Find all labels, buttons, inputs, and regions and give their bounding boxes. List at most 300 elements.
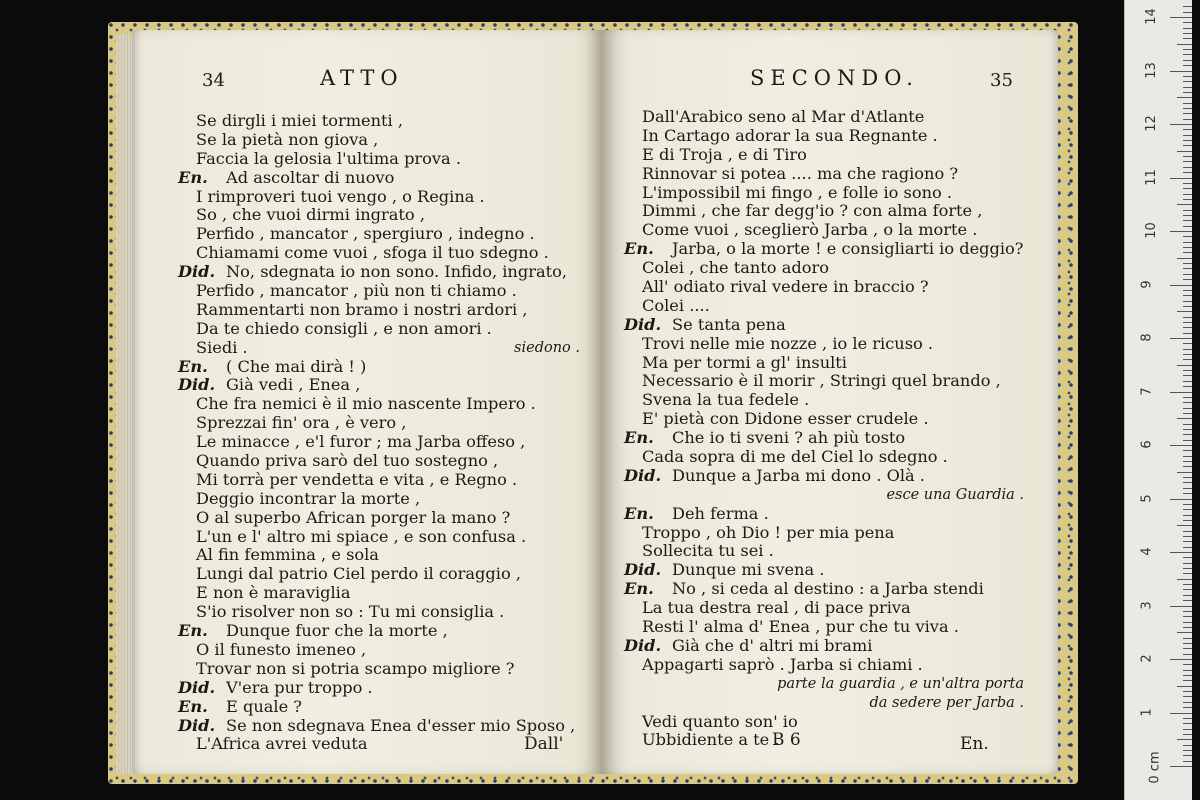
text-line	[188, 471, 580, 490]
ruler-tick	[1183, 167, 1192, 168]
ruler-tick	[1183, 707, 1192, 708]
text-line	[178, 621, 580, 641]
speaker-label: Did.	[624, 560, 662, 580]
verse-text: Se tanta pena	[672, 314, 786, 334]
verse-text: Se la pietà non giova ,	[196, 129, 379, 149]
text-line	[188, 131, 580, 150]
verse-text: Siedi .	[196, 337, 248, 357]
speaker-label: Did.	[178, 262, 216, 282]
ruler-tick	[1183, 675, 1192, 676]
ruler-tick	[1183, 210, 1192, 211]
ruler-tick	[1183, 65, 1192, 66]
verse-text: E quale ?	[226, 696, 302, 716]
ruler-tick	[1183, 531, 1192, 532]
text-line	[626, 505, 1024, 524]
ruler-tick	[1183, 343, 1192, 344]
ruler-tick	[1183, 188, 1192, 189]
text-line	[188, 414, 580, 433]
verse-text: La tua destra real , di pace priva	[642, 598, 911, 618]
ruler-tick	[1183, 226, 1192, 227]
verse-text: Ad ascoltar di nuovo	[226, 167, 395, 187]
text-line	[188, 206, 580, 225]
ruler-tick	[1170, 17, 1192, 18]
ruler-number: 14	[1143, 8, 1159, 25]
ruler-number: 9	[1139, 279, 1155, 289]
ruler-tick	[1183, 247, 1192, 248]
signature-mark: B 6	[772, 730, 801, 750]
ruler-tick	[1183, 589, 1192, 590]
verse-text: Lungi dal patrio Ciel perdo il coraggio ,	[196, 564, 521, 584]
text-line	[188, 584, 580, 603]
ruler-tick	[1183, 129, 1192, 130]
text-line	[188, 735, 580, 754]
ruler-tick	[1183, 648, 1192, 649]
speaker-label: En.	[624, 579, 654, 599]
ruler-tick	[1183, 611, 1192, 612]
verse-text: Rinnovar si potea .... ma che ragiono ?	[642, 163, 959, 183]
ruler-tick	[1183, 755, 1192, 756]
ruler-tick	[1170, 71, 1192, 72]
ruler-tick	[1183, 493, 1192, 494]
ruler-tick	[1170, 445, 1192, 446]
text-line	[626, 184, 1024, 203]
ruler-tick	[1177, 579, 1192, 580]
ruler-tick	[1183, 488, 1192, 489]
ruler-tick	[1183, 220, 1192, 221]
text-line	[188, 320, 580, 339]
ruler-tick	[1183, 359, 1192, 360]
ruler-number: 7	[1139, 386, 1155, 396]
verse-text: V'era pur troppo .	[226, 677, 373, 697]
ruler-tick	[1183, 113, 1192, 114]
left-page	[132, 30, 602, 774]
ruler-tick	[1177, 44, 1192, 45]
text-line	[626, 278, 1024, 297]
text-line	[626, 165, 1024, 184]
text-line	[626, 146, 1024, 165]
text-line	[626, 297, 1024, 316]
text-line	[626, 542, 1024, 561]
ruler-tick	[1183, 49, 1192, 50]
ruler-tick	[1170, 178, 1192, 179]
ruler-tick	[1183, 119, 1192, 120]
ruler-tick	[1183, 28, 1192, 29]
verse-text: S'io risolver non so : Tu mi consiglia .	[196, 602, 505, 622]
verse-text: L'Africa avrei veduta	[196, 734, 368, 754]
ruler-tick	[1183, 461, 1192, 462]
verse-text: So , che vuoi dirmi ingrato ,	[196, 205, 425, 225]
ruler-tick	[1183, 638, 1192, 639]
ruler-number: 1	[1139, 707, 1155, 717]
ruler-tick	[1183, 616, 1192, 617]
ruler-tick	[1183, 81, 1192, 82]
verse-text: Dunque a Jarba mi dono . Olà .	[672, 465, 925, 485]
text-line	[626, 391, 1024, 410]
ruler-tick	[1183, 595, 1192, 596]
ruler-tick	[1183, 450, 1192, 451]
stage-direction: parte la guardia , e un'altra porta	[777, 675, 1024, 692]
verse-text: Svena la tua fedele .	[642, 390, 810, 410]
ruler-tick	[1183, 573, 1192, 574]
verse-text: Trovar non si potria scampo migliore ?	[196, 658, 515, 678]
verse-text: Colei ....	[642, 295, 710, 315]
text-line	[188, 528, 580, 547]
speaker-label: Did.	[178, 375, 216, 395]
ruler-tick	[1183, 729, 1192, 730]
stage-direction: esce una Guardia .	[886, 486, 1024, 503]
ruler-tick	[1183, 38, 1192, 39]
text-line	[626, 240, 1024, 259]
ruler-tick	[1183, 354, 1192, 355]
verse-text: E non è maraviglia	[196, 583, 351, 603]
verse-text: Le minacce , e'l furor ; ma Jarba offeso ,	[196, 432, 526, 452]
ruler-tick	[1177, 739, 1192, 740]
ruler-tick	[1183, 691, 1192, 692]
text-line	[626, 486, 1024, 505]
ruler-tick	[1177, 525, 1192, 526]
ruler-tick	[1183, 317, 1192, 318]
verse-text: L'un e l' altro mi spiace , e son confusa .	[196, 526, 527, 546]
ruler-tick	[1183, 268, 1192, 269]
ruler-tick	[1170, 713, 1192, 714]
text-line	[626, 410, 1024, 429]
verse-text: E di Troja , e di Tiro	[642, 144, 807, 164]
ruler-tick	[1183, 236, 1192, 237]
speaker-label: En.	[624, 239, 654, 259]
text-line	[626, 580, 1024, 599]
text-line	[178, 715, 580, 736]
ruler-tick	[1177, 365, 1192, 366]
ruler-tick	[1183, 547, 1192, 548]
ruler-number: 3	[1139, 600, 1155, 610]
ruler-tick	[1183, 627, 1192, 628]
ruler-number: 12	[1143, 115, 1159, 132]
ruler-tick	[1183, 386, 1192, 387]
text-line	[188, 490, 580, 509]
verse-text: Deggio incontrar la morte ,	[196, 488, 421, 508]
verse-text: Jarba, o la morte ! e consigliarti io deggio?	[672, 239, 1024, 259]
ruler-tick	[1183, 140, 1192, 141]
page-text	[626, 108, 1024, 750]
ruler-tick	[1183, 429, 1192, 430]
text-line	[626, 108, 1024, 127]
verse-text: L'impossibil mi fingo , e folle io sono .	[642, 182, 953, 202]
ruler-tick	[1183, 33, 1192, 34]
ruler-tick	[1183, 408, 1192, 409]
ruler-tick	[1183, 87, 1192, 88]
ruler-number: 13	[1143, 61, 1159, 79]
ruler-tick	[1183, 680, 1192, 681]
text-line	[626, 429, 1024, 448]
ruler-tick	[1183, 456, 1192, 457]
ruler-tick	[1183, 600, 1192, 601]
ruler-tick	[1183, 761, 1192, 762]
ruler-number: 4	[1139, 547, 1155, 556]
verse-text: Dimmi , che far degg'io ? con alma forte ,	[642, 201, 983, 221]
ruler-tick	[1170, 766, 1192, 767]
speaker-label: En.	[624, 428, 654, 448]
verse-text: Necessario è il morir , Stringi quel brando ,	[642, 371, 1001, 391]
text-line	[626, 561, 1024, 580]
text-line	[626, 675, 1024, 694]
ruler-tick	[1183, 696, 1192, 697]
text-line	[188, 395, 580, 414]
ruler-tick	[1170, 231, 1192, 232]
text-line	[178, 356, 580, 377]
ruler-tick	[1183, 108, 1192, 109]
speaker-label: En.	[178, 167, 208, 187]
verse-text: Come vuoi , sceglierò Jarba , o la morte .	[642, 220, 978, 240]
page-header: SECONDO.	[750, 66, 919, 90]
text-line	[626, 656, 1024, 675]
ruler-tick	[1170, 285, 1192, 286]
speaker-label: Did.	[178, 677, 216, 697]
verse-text: Trovi nelle mie nozze , io le ricuso .	[642, 333, 934, 353]
ruler-tick	[1183, 664, 1192, 665]
ruler-tick	[1183, 161, 1192, 162]
ruler-tick	[1183, 322, 1192, 323]
ruler-unit-label: 0 cm	[1147, 751, 1163, 784]
ruler-tick	[1183, 718, 1192, 719]
ruler-tick	[1183, 397, 1192, 398]
speaker-label: En.	[178, 621, 208, 641]
text-line	[626, 127, 1024, 146]
ruler-tick	[1170, 124, 1192, 125]
ruler-tick	[1170, 659, 1192, 660]
ruler-tick	[1183, 734, 1192, 735]
ruler-tick	[1183, 482, 1192, 483]
ruler-tick	[1183, 22, 1192, 23]
verse-text: All' odiato rival vedere in braccio ?	[642, 277, 929, 297]
catchword: En.	[960, 734, 989, 754]
ruler-tick	[1183, 434, 1192, 435]
ruler-tick	[1170, 499, 1192, 500]
text-line	[188, 565, 580, 584]
text-line	[188, 509, 580, 528]
ruler-tick	[1183, 349, 1192, 350]
ruler-tick	[1183, 413, 1192, 414]
text-line	[188, 546, 580, 565]
verse-text: I rimproveri tuoi vengo , o Regina .	[196, 186, 485, 206]
page-text	[178, 111, 580, 754]
text-line	[626, 599, 1024, 618]
verse-text: Perfido , mancator , più non ti chiamo .	[196, 281, 517, 301]
ruler-number: 5	[1139, 493, 1155, 503]
ruler-tick	[1183, 135, 1192, 136]
ruler-tick	[1183, 702, 1192, 703]
ruler-tick	[1183, 370, 1192, 371]
verse-text: Ma per tormi a gl' insulti	[642, 352, 847, 372]
verse-text: ( Che mai dirà ! )	[226, 356, 367, 376]
text-line	[188, 339, 580, 358]
ruler-tick	[1183, 520, 1192, 521]
verse-text: Mi torrà per vendetta e vita , e Regno .	[196, 469, 518, 489]
text-line	[178, 696, 580, 717]
text-line	[626, 221, 1024, 240]
text-line	[188, 641, 580, 660]
ruler-tick	[1183, 402, 1192, 403]
ruler-tick	[1183, 290, 1192, 291]
verse-text: Da te chiedo consigli , e non amori .	[196, 318, 492, 338]
catchword: Dall'	[524, 734, 564, 754]
verse-text: Rammentarti non bramo i nostri ardori ,	[196, 299, 528, 319]
text-line	[188, 603, 580, 622]
ruler-tick	[1183, 375, 1192, 376]
ruler-tick	[1183, 194, 1192, 195]
ruler-tick	[1183, 466, 1192, 467]
text-line	[188, 452, 580, 471]
ruler-tick	[1183, 6, 1192, 7]
ruler-number: 8	[1139, 333, 1155, 342]
ruler-tick	[1183, 12, 1192, 13]
verse-text: E' pietà con Didone esser crudele .	[642, 409, 929, 429]
ruler-tick	[1177, 97, 1192, 98]
text-line	[626, 259, 1024, 278]
ruler-tick	[1183, 301, 1192, 302]
right-page	[602, 30, 1058, 774]
stage-direction: siedono .	[514, 339, 580, 356]
ruler-tick	[1183, 60, 1192, 61]
ruler-tick	[1177, 418, 1192, 419]
ruler-tick	[1183, 568, 1192, 569]
ruler-tick	[1183, 557, 1192, 558]
verse-text: Deh ferma .	[672, 503, 769, 523]
ruler-tick	[1183, 745, 1192, 746]
verse-text: Dall'Arabico seno al Mar d'Atlante	[642, 107, 925, 126]
ruler-tick	[1183, 183, 1192, 184]
text-line	[188, 301, 580, 320]
ruler-tick	[1183, 584, 1192, 585]
text-line	[626, 694, 1024, 713]
ruler-tick	[1183, 750, 1192, 751]
ruler-tick	[1183, 103, 1192, 104]
ruler-tick	[1183, 504, 1192, 505]
text-line	[626, 524, 1024, 543]
ruler-tick	[1177, 632, 1192, 633]
ruler-tick	[1183, 477, 1192, 478]
ruler-tick	[1183, 327, 1192, 328]
verse-text: Ubbidiente a te .	[642, 730, 780, 750]
verse-text: Se dirgli i miei tormenti ,	[196, 111, 404, 130]
ruler-tick	[1183, 54, 1192, 55]
verse-text: Cada sopra di me del Ciel lo sdegno .	[642, 447, 948, 467]
ruler-number: 11	[1143, 168, 1159, 186]
speaker-label: Did.	[624, 635, 662, 655]
text-line	[188, 150, 580, 169]
verse-text: Che fra nemici è il mio nascente Impero .	[196, 394, 536, 414]
verse-text: Dunque fuor che la morte ,	[226, 621, 448, 641]
ruler-tick	[1183, 252, 1192, 253]
ruler-tick	[1183, 279, 1192, 280]
ruler-number: 10	[1143, 222, 1159, 239]
verse-text: Quando priva sarò del tuo sostegno ,	[196, 451, 499, 471]
ruler-tick	[1183, 440, 1192, 441]
text-line	[626, 202, 1024, 221]
verse-text: Resti l' alma d' Enea , pur che tu viva .	[642, 617, 959, 637]
speaker-label: Did.	[624, 314, 662, 334]
ruler-tick	[1183, 199, 1192, 200]
text-line	[626, 448, 1024, 467]
verse-text: O al superbo African porger la mano ?	[196, 507, 511, 527]
ruler-tick	[1170, 606, 1192, 607]
page-number: 34	[202, 70, 225, 91]
ruler-tick	[1183, 306, 1192, 307]
text-line	[626, 713, 1024, 732]
verse-text: Al fin femmina , e sola	[196, 545, 379, 565]
text-line	[178, 262, 580, 282]
text-line	[188, 433, 580, 452]
ruler-number: 6	[1139, 440, 1155, 449]
text-line	[626, 467, 1024, 486]
text-line	[626, 618, 1024, 637]
ruler-tick	[1177, 258, 1192, 259]
ruler-tick	[1183, 622, 1192, 623]
ruler-tick	[1170, 392, 1192, 393]
speaker-label: Did.	[624, 465, 662, 485]
ruler-tick	[1183, 76, 1192, 77]
text-line	[178, 375, 580, 395]
text-line	[626, 354, 1024, 373]
text-line	[188, 244, 580, 263]
verse-text: Perfido , mancator , spergiuro , indegno .	[196, 224, 535, 244]
ruler-tick	[1183, 515, 1192, 516]
page-header: ATTO	[320, 66, 404, 90]
text-line	[188, 660, 580, 679]
ruler-tick	[1177, 151, 1192, 152]
ruler-tick	[1183, 333, 1192, 334]
verse-text: Chiamami come vuoi , sfoga il tuo sdegno .	[196, 243, 549, 263]
ruler-tick	[1170, 552, 1192, 553]
page-number: 35	[990, 70, 1013, 91]
ruler-tick	[1183, 563, 1192, 564]
verse-text: Colei , che tanto adoro	[642, 258, 829, 278]
verse-text: Già vedi , Enea ,	[226, 375, 361, 395]
ruler-tick	[1183, 295, 1192, 296]
verse-text: Sprezzai fin' ora , è vero ,	[196, 413, 407, 433]
verse-text: No, sdegnata io non sono. Infido, ingrato,	[226, 262, 567, 282]
verse-text: Dunque mi svena .	[672, 560, 825, 580]
speaker-label: Did.	[178, 715, 216, 735]
ruler-tick	[1183, 643, 1192, 644]
text-line	[188, 188, 580, 207]
text-line	[626, 372, 1024, 391]
text-line	[188, 225, 580, 244]
verse-text: No , si ceda al destino : a Jarba stendi	[672, 579, 984, 599]
ruler-tick	[1183, 172, 1192, 173]
ruler-tick	[1177, 311, 1192, 312]
ruler-tick	[1183, 536, 1192, 537]
ruler-tick	[1183, 723, 1192, 724]
ruler-tick	[1183, 263, 1192, 264]
ruler-tick	[1183, 92, 1192, 93]
scale-ruler	[1124, 0, 1192, 800]
verse-text: Sollecita tu sei .	[642, 541, 774, 561]
verse-text: In Cartago adorar la sua Regnante .	[642, 125, 938, 145]
text-line	[626, 335, 1024, 354]
text-line	[188, 112, 580, 131]
verse-text: Appagarti saprò . Jarba si chiami .	[642, 654, 923, 674]
speaker-label: En.	[178, 696, 208, 716]
ruler-tick	[1183, 156, 1192, 157]
text-line	[626, 637, 1024, 656]
ruler-tick	[1183, 509, 1192, 510]
verse-text: Già che d' altri mi brami	[672, 635, 873, 655]
verse-text: Troppo , oh Dio ! per mia pena	[642, 522, 895, 542]
ruler-tick	[1183, 274, 1192, 275]
ruler-tick	[1183, 541, 1192, 542]
ruler-tick	[1183, 145, 1192, 146]
text-line	[178, 167, 580, 188]
